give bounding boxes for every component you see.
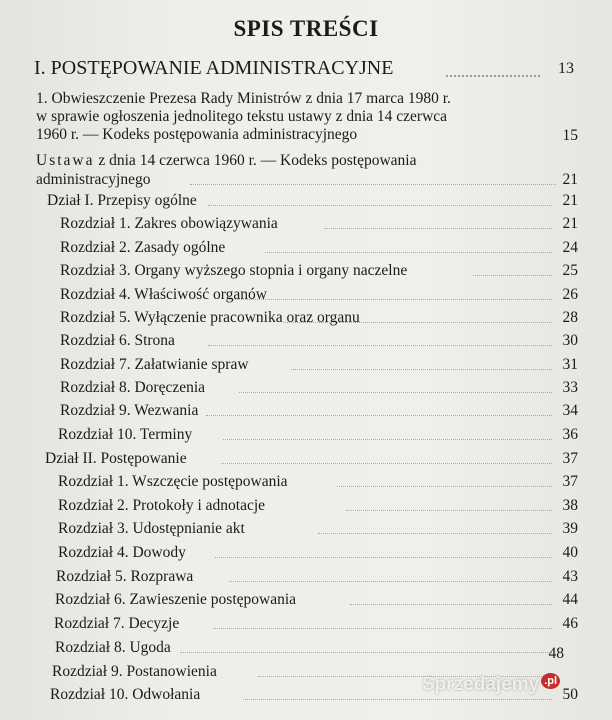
- toc-entry-label: Rozdział 3. Organy wyższego stopnia i organy naczelne: [60, 262, 408, 279]
- toc-entry: [0, 309, 612, 331]
- toc-entry: [0, 473, 612, 495]
- toc-entry-page-number: 48: [548, 645, 564, 662]
- dot-leader: [221, 463, 552, 464]
- toc-entry-label: Rozdział 6. Strona: [60, 332, 175, 349]
- dot-leader: [215, 557, 552, 558]
- toc-entry-page-number: 21: [562, 192, 578, 209]
- toc-entry: [0, 426, 612, 448]
- toc-entry-page-number: 43: [562, 568, 578, 585]
- toc-entry-page-number: 25: [562, 262, 578, 279]
- toc-entry-page-number: 44: [562, 591, 578, 608]
- toc-entry: [0, 239, 612, 261]
- toc-entry-label: Rozdział 9. Wezwania: [60, 402, 199, 419]
- toc-entry-label: Rozdział 2. Zasady ogólne: [60, 239, 226, 256]
- toc-entry: [0, 215, 612, 237]
- obwieszczenie-line-2: w sprawie ogłoszenia jednolitego tekstu ustawy z dnia 14 czerwca: [36, 108, 448, 125]
- watermark-suffix: .pl: [541, 673, 560, 689]
- ustawa-word: Ustawa: [36, 152, 95, 169]
- toc-entry-label: Rozdział 5. Rozprawa: [56, 568, 194, 585]
- toc-entry-page-number: 24: [562, 239, 578, 256]
- toc-entry-label: Rozdział 7. Decyzje: [54, 615, 180, 632]
- dot-leader: [291, 369, 552, 370]
- ustawa-line-1-rest: z dnia 14 czerwca 1960 r. — Kodeks postępowania: [94, 152, 417, 169]
- toc-entry: [0, 520, 612, 542]
- ustawa-row: [0, 171, 612, 193]
- toc-entry: [0, 379, 612, 401]
- toc-entry-page-number: 21: [562, 215, 578, 232]
- toc-entry: [0, 450, 612, 472]
- obwieszczenie-page-row: [0, 127, 612, 149]
- toc-entry-label: Rozdział 8. Doręczenia: [60, 379, 206, 396]
- toc-entry-label: Rozdział 4. Dowody: [58, 544, 186, 561]
- dot-leader: [283, 322, 552, 323]
- part-heading: [34, 57, 578, 85]
- ustawa-entry: [36, 152, 416, 170]
- toc-entry-label: Dział II. Postępowanie: [45, 450, 187, 467]
- dot-leader: [324, 228, 552, 229]
- toc-entry: [0, 544, 612, 566]
- part-label: I. POSTĘPOWANIE ADMINISTRACYJNE: [34, 57, 394, 79]
- obwieszczenie-line-3: 1960 r. — Kodeks postępowania administracyjnego: [36, 126, 358, 143]
- ustawa-line-1: [36, 152, 416, 170]
- watermark-logo: [422, 674, 560, 696]
- toc-entry: [0, 286, 612, 308]
- dot-leader: [223, 439, 552, 440]
- dot-leader: [208, 345, 552, 346]
- dot-leader: [208, 205, 552, 206]
- dot-leader: [318, 533, 552, 534]
- toc-entry-label: Rozdział 9. Postanowienia: [52, 663, 217, 680]
- dot-leader: [239, 392, 552, 393]
- dot-leader: [350, 604, 552, 605]
- ustawa-page-number: 21: [562, 171, 578, 188]
- part-page-number: 13: [558, 60, 574, 77]
- dot-leader: [265, 252, 552, 253]
- toc-entry-label: Rozdział 10. Terminy: [58, 426, 193, 443]
- toc-entry: [0, 615, 612, 637]
- toc-entry: [0, 639, 612, 661]
- ustawa-line-2: administracyjnego: [36, 171, 151, 188]
- dot-leader: [226, 299, 552, 300]
- toc-entry-label: Rozdział 8. Ugoda: [55, 639, 171, 656]
- dot-leader: [473, 275, 552, 276]
- toc-entry-page-number: 26: [562, 286, 578, 303]
- toc-entry: [0, 402, 612, 424]
- toc-entry-page-number: 39: [562, 520, 578, 537]
- toc-entry-page-number: 37: [562, 473, 578, 490]
- page-title: SPIS TREŚCI: [233, 16, 379, 41]
- dot-leader: [337, 486, 552, 487]
- toc-entry: [0, 568, 612, 590]
- toc-entry-page-number: 50: [562, 686, 578, 703]
- toc-entry-label: Dział I. Przepisy ogólne: [47, 192, 197, 209]
- obwieszczenie-line-1: 1. Obwieszczenie Prezesa Rady Ministrów z dnia 17 marca 1980 r.: [36, 90, 451, 107]
- toc-entry-label: Rozdział 5. Wyłączenie pracownika oraz organu: [60, 309, 360, 326]
- toc-entry-label: Rozdział 1. Zakres obowiązywania: [60, 215, 278, 232]
- toc-entry: [0, 332, 612, 354]
- toc-entry: [0, 262, 612, 284]
- toc-entry-page-number: 36: [562, 426, 578, 443]
- toc-entry-label: Rozdział 4. Właściwość organów: [60, 286, 267, 303]
- toc-entry-page-number: 28: [562, 309, 578, 326]
- dot-leader: [180, 652, 552, 653]
- toc-entry-label: Rozdział 3. Udostępnianie akt: [58, 520, 245, 537]
- toc-entry-page-number: 40: [562, 544, 578, 561]
- toc-entry-page-number: 31: [562, 356, 578, 373]
- toc-entry-page-number: 34: [562, 402, 578, 419]
- toc-entry-label: Rozdział 1. Wszczęcie postępowania: [58, 473, 288, 490]
- toc-entry: [0, 591, 612, 613]
- obwieszczenie-page-number: 15: [562, 127, 578, 144]
- toc-entry-page-number: 33: [562, 379, 578, 396]
- toc-entry-label: Rozdział 6. Zawieszenie postępowania: [55, 591, 297, 608]
- toc-entry: [0, 192, 612, 214]
- dot-leader: [190, 184, 556, 185]
- toc-entry-page-number: 38: [562, 497, 578, 514]
- dot-leader: [346, 510, 552, 511]
- toc-entry-page-number: 37: [562, 450, 578, 467]
- watermark-text: Sprzedajemy: [422, 674, 540, 695]
- toc-entry-label: Rozdział 7. Załatwianie spraw: [60, 356, 249, 373]
- dot-leader: [446, 75, 540, 77]
- toc-entry: [0, 356, 612, 378]
- toc-entry-page-number: 46: [562, 615, 578, 632]
- dot-leader: [243, 699, 552, 700]
- dot-leader: [206, 415, 552, 416]
- toc-entry-label: Rozdział 10. Odwołania: [50, 686, 201, 703]
- dot-leader: [229, 581, 552, 582]
- toc-entry-page-number: 30: [562, 332, 578, 349]
- toc-entry: [0, 497, 612, 519]
- dot-leader: [213, 628, 552, 629]
- toc-entry-label: Rozdział 2. Protokoły i adnotacje: [58, 497, 266, 514]
